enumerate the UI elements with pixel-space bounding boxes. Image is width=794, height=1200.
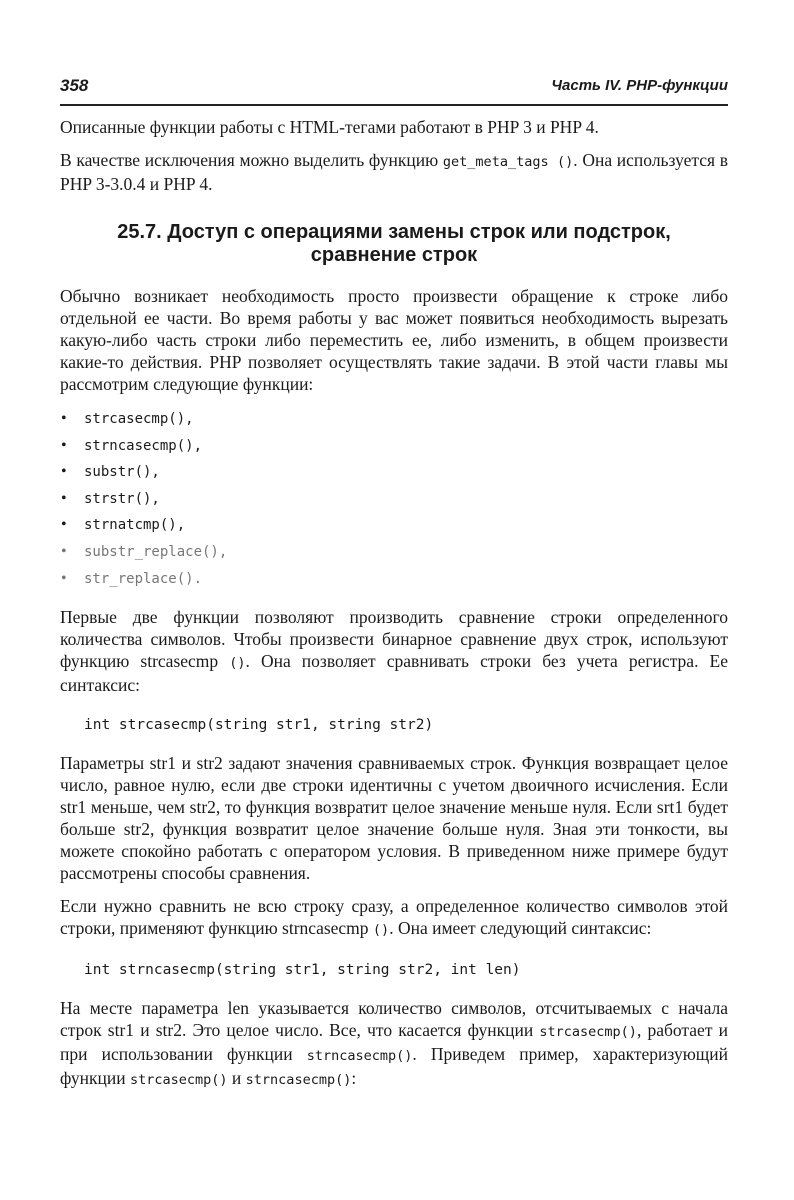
- function-name: substr_replace(),: [84, 543, 228, 560]
- compare-paragraph: [60, 606, 728, 696]
- text-run: . Приведем пример, характеризующий функции: [60, 1044, 728, 1089]
- syntax-strncasecmp: int strncasecmp(string str1, string str2, int len): [84, 962, 521, 979]
- section-heading: [60, 221, 728, 267]
- list-item: [60, 459, 728, 486]
- bullet-icon: •: [61, 542, 67, 560]
- heading-line-1: 25.7. Доступ с операциями замены строк или подстрок,: [117, 221, 671, 243]
- page-number: 358: [60, 76, 89, 95]
- inline-code: strncasecmp(): [306, 1048, 413, 1065]
- text-run: Первые две функции позволяют производить сравнение строки определенного количества символов. Чтобы произвести бинарное сравнение двух строк, используют функцию strcasecmp: [60, 607, 728, 672]
- list-item: [60, 433, 728, 460]
- strncasecmp-paragraph: [60, 895, 728, 941]
- text-run: В качестве исключения можно выделить функцию: [60, 150, 443, 170]
- function-name: strnatcmp(),: [84, 517, 186, 534]
- bullet-icon: •: [61, 516, 67, 534]
- list-item: [60, 486, 728, 513]
- function-name: str_replace().: [84, 570, 203, 587]
- function-list: [60, 406, 728, 592]
- inline-code: get_meta_tags (): [442, 154, 574, 170]
- text-run: На месте параметра len указывается количество символов, отсчитываемых с начала строк str1 и str2. Это целое число. Все, что касается функции: [60, 998, 728, 1041]
- text-run: . Она используется в PHP 3-3.0.4 и PHP 4.: [60, 150, 728, 194]
- list-item: [60, 566, 728, 593]
- syntax-strcasecmp: int strcasecmp(string str1, string str2): [84, 717, 434, 734]
- text-run: , работает и при использовании функции: [60, 1020, 728, 1065]
- len-paragraph: [60, 997, 728, 1091]
- function-name: strncasecmp(),: [84, 437, 203, 454]
- page-body: [60, 116, 728, 1102]
- text-run: . Она позволяет сравнивать строки без учета регистра. Ее синтаксис:: [60, 651, 728, 696]
- heading-line-2: сравнение строк: [310, 244, 478, 266]
- section-title: Часть IV. PHP-функции: [551, 77, 728, 94]
- inline-code: (): [229, 655, 246, 672]
- text-run: Если нужно сравнить не всю строку сразу, а определенное количество символов этой строки, применяют функцию strncasecmp: [60, 896, 728, 939]
- list-item: [60, 512, 728, 539]
- function-name: strstr(),: [84, 490, 160, 507]
- text-run: :: [351, 1068, 357, 1089]
- function-name: strcasecmp(),: [84, 411, 194, 427]
- overview-paragraph: Обычно возникает необходимость просто произвести обращение к строке либо отдельной ее части. Во время работы у вас может появиться необходимость вырезать какую-либо часть строки либо переместить ее, либо изменить, в общем произвести какие-то действия. PHP позволяет осуществлять такие задачи. В этой части главы мы рассмотрим следующие функции:: [60, 286, 728, 394]
- text-run: . Она имеет следующий синтаксис:: [389, 918, 652, 939]
- bullet-icon: •: [61, 436, 67, 454]
- params-paragraph: Параметры str1 и str2 задают значения сравниваемых строк. Функция возвращает целое число, равное нулю, если две строки идентичны с учетом двоичного исчисления. Если str1 меньше, чем str2, то функция возвратит целое значение меньше нуля. Если srt1 будет больше str2, функция возвратит целое значение больше нуля. Зная эти тонкости, вы можете спокойно работать с оператором условия. В приведенном ниже примере будут рассмотрены способы сравнения.: [60, 753, 728, 884]
- running-header: [60, 76, 728, 100]
- function-name: substr(),: [84, 464, 160, 481]
- bullet-icon: •: [61, 463, 67, 481]
- inline-code: (): [372, 922, 390, 939]
- header-rule: [60, 104, 728, 106]
- intro-paragraph-2: [60, 149, 728, 195]
- inline-code: strcasecmp(): [130, 1072, 228, 1089]
- bullet-icon: •: [61, 489, 67, 507]
- list-item: [60, 539, 728, 566]
- list-item: [60, 406, 728, 433]
- bullet-icon: •: [61, 410, 67, 427]
- inline-code: strncasecmp(): [245, 1072, 352, 1089]
- intro-paragraph-1: Описанные функции работы с HTML-тегами работают в PHP 3 и PHP 4.: [60, 117, 599, 137]
- bullet-icon: •: [61, 569, 67, 587]
- inline-code: strcasecmp(): [539, 1024, 637, 1041]
- text-run: и: [227, 1068, 246, 1089]
